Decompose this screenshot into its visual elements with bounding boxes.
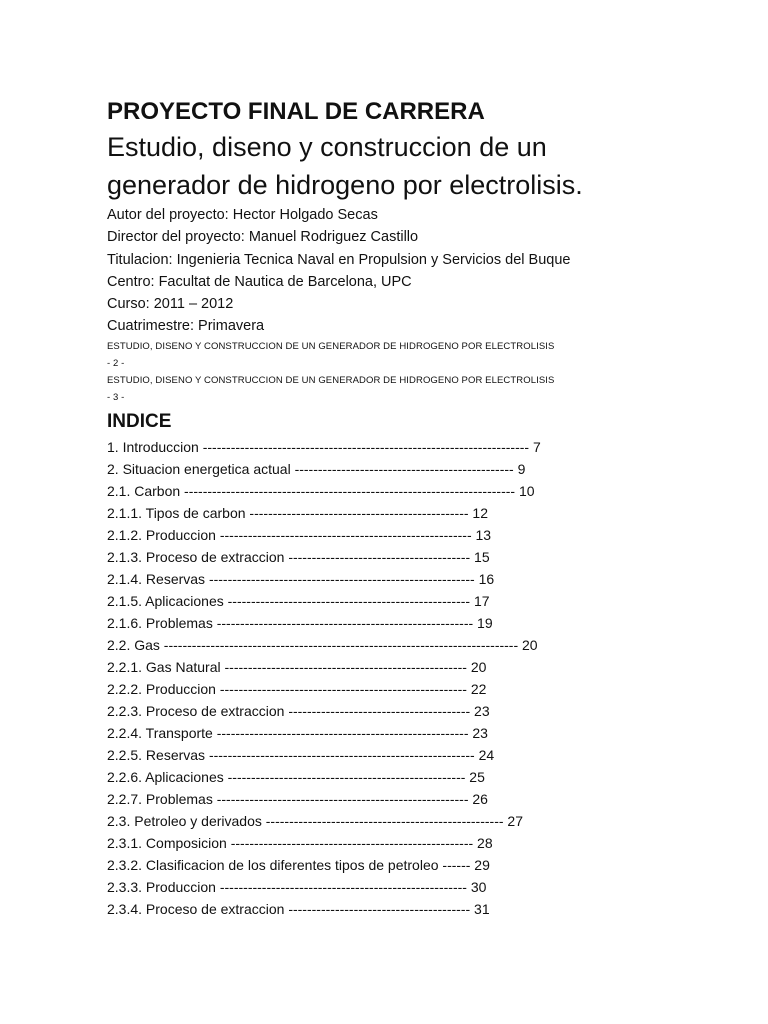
toc-entry: 2.3.3. Produccion ----------------------------------------------------- 30: [107, 878, 487, 895]
toc-entry: 2.2.2. Produccion ----------------------------------------------------- 22: [107, 680, 487, 697]
center-line: Centro: Facultat de Nautica de Barcelona, UPC: [107, 273, 412, 290]
toc-entry: 2.1.1. Tipos de carbon ----------------------------------------------- 12: [107, 504, 489, 521]
toc-entry: 2.2. Gas ---------------------------------------------------------------------------- 20: [107, 636, 538, 653]
toc-entry: 2.2.4. Transporte ------------------------------------------------------ 23: [107, 724, 488, 741]
toc-entry: 2.2.7. Problemas ------------------------------------------------------ 26: [107, 790, 488, 807]
project-title-line: Estudio, diseno y construccion de un: [107, 132, 547, 162]
running-header: ESTUDIO, DISENO Y CONSTRUCCION DE UN GENERADOR DE HIDROGENO POR ELECTROLISIS: [107, 374, 555, 386]
toc-entry: 2.2.5. Reservas --------------------------------------------------------- 24: [107, 746, 495, 763]
term-line: Cuatrimestre: Primavera: [107, 318, 265, 335]
page-content: [107, 96, 747, 920]
toc-entry: 2.2.3. Proceso de extraccion --------------------------------------- 23: [107, 702, 490, 719]
author-line: Autor del proyecto: Hector Holgado Secas: [107, 207, 378, 223]
toc-entry: 2.1.3. Proceso de extraccion --------------------------------------- 15: [107, 548, 490, 565]
toc-entry: 2.3.1. Composicion ---------------------------------------------------- 28: [107, 834, 493, 851]
toc-entry: 2.1.5. Aplicaciones ---------------------------------------------------- 17: [107, 592, 490, 609]
toc-entry: 2.1. Carbon ----------------------------------------------------------------------- 10: [107, 482, 535, 499]
toc-entry: 2. Situacion energetica actual ----------------------------------------------- 9: [107, 460, 526, 477]
table-of-contents: [107, 436, 747, 920]
toc-entry: 2.3.4. Proceso de extraccion --------------------------------------- 31: [107, 900, 490, 917]
course-line: Curso: 2011 – 2012: [107, 296, 234, 313]
project-title-line: generador de hidrogeno por electrolisis.: [107, 170, 583, 200]
project-title: [107, 128, 747, 204]
toc-entry: 2.2.6. Aplicaciones --------------------------------------------------- 25: [107, 768, 485, 785]
project-metadata: [107, 204, 747, 338]
toc-entry: 2.3.2. Clasificacion de los diferentes tipos de petroleo ------ 29: [107, 856, 490, 873]
director-line: Director del proyecto: Manuel Rodriguez Castillo: [107, 229, 419, 246]
toc-entry: 2.1.2. Produccion ------------------------------------------------------ 13: [107, 526, 492, 543]
project-type-heading: PROYECTO FINAL DE CARRERA: [107, 98, 485, 125]
toc-entry: 2.2.1. Gas Natural ---------------------------------------------------- 20: [107, 658, 487, 675]
toc-entry: 2.1.4. Reservas --------------------------------------------------------- 16: [107, 570, 495, 587]
page-number: - 2 -: [107, 357, 125, 369]
index-heading: INDICE: [107, 410, 172, 432]
toc-entry: 2.1.6. Problemas ------------------------------------------------------- 19: [107, 614, 493, 631]
page-number: - 3 -: [107, 391, 125, 403]
toc-entry: 1. Introduccion ---------------------------------------------------------------------- 7: [107, 438, 541, 455]
page-headers: [107, 338, 747, 406]
toc-entry: 2.3. Petroleo y derivados --------------------------------------------------- 27: [107, 812, 523, 829]
running-header: ESTUDIO, DISENO Y CONSTRUCCION DE UN GENERADOR DE HIDROGENO POR ELECTROLISIS: [107, 340, 555, 352]
degree-line: Titulacion: Ingenieria Tecnica Naval en Propulsion y Servicios del Buque: [107, 251, 571, 268]
